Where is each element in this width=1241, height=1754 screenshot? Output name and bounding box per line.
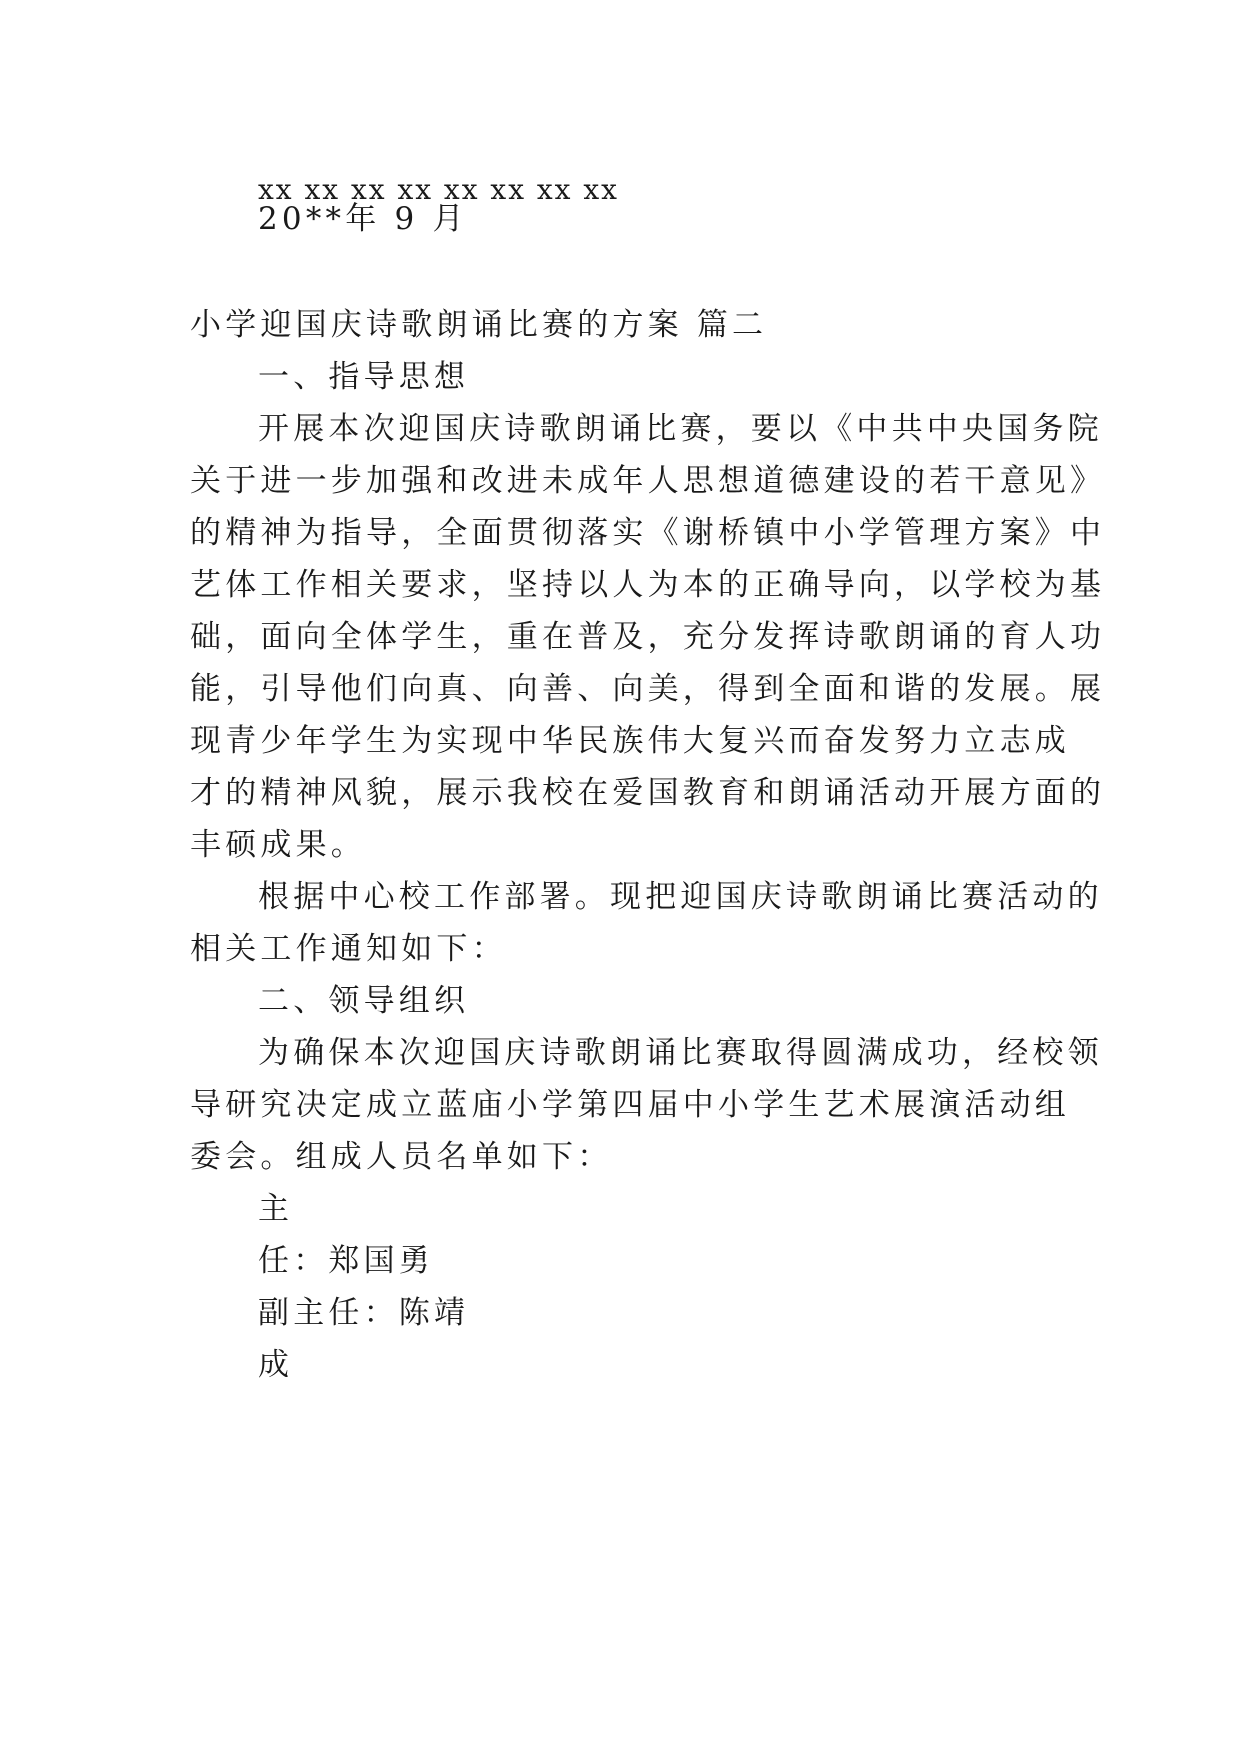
paragraph-line: 艺体工作相关要求，坚持以人为本的正确导向，以学校为基 xyxy=(190,567,1106,603)
member-line: 主 xyxy=(258,1191,294,1227)
member-line: 成 xyxy=(258,1347,294,1383)
heading-leadership: 二、领导组织 xyxy=(258,983,470,1019)
member-line: 任：郑国勇 xyxy=(258,1243,434,1279)
paragraph-line: 相关工作通知如下： xyxy=(190,931,507,967)
paragraph-line: 础，面向全体学生，重在普及，充分发挥诗歌朗诵的育人功 xyxy=(190,619,1106,655)
heading-guiding-ideology: 一、指导思想 xyxy=(258,359,470,395)
paragraph-line: 才的精神风貌，展示我校在爱国教育和朗诵活动开展方面的 xyxy=(190,775,1106,811)
paragraph-line: 为确保本次迎国庆诗歌朗诵比赛取得圆满成功，经校领 xyxy=(258,1035,1103,1071)
paragraph-line: 根据中心校工作部署。现把迎国庆诗歌朗诵比赛活动的 xyxy=(258,879,1103,915)
signature-line: xx xx xx xx xx xx xx xx xyxy=(258,173,619,206)
paragraph-line: 现青少年学生为实现中华民族伟大复兴而奋发努力立志成 xyxy=(190,723,1070,759)
paragraph-line: 委会。组成人员名单如下： xyxy=(190,1139,613,1175)
section-title: 小学迎国庆诗歌朗诵比赛的方案 篇二 xyxy=(190,307,768,343)
paragraph-line: 的精神为指导，全面贯彻落实《谢桥镇中小学管理方案》中 xyxy=(190,515,1106,551)
member-line: 副主任：陈靖 xyxy=(258,1295,470,1331)
paragraph-line: 开展本次迎国庆诗歌朗诵比赛，要以《中共中央国务院 xyxy=(258,411,1103,447)
paragraph-line: 能，引导他们向真、向善、向美，得到全面和谐的发展。展 xyxy=(190,671,1106,707)
paragraph-line: 丰硕成果。 xyxy=(190,827,366,863)
paragraph-line: 关于进一步加强和改进未成年人思想道德建设的若干意见》 xyxy=(190,463,1106,499)
date-line: 20**年 9 月 xyxy=(258,201,468,237)
paragraph-line: 导研究决定成立蓝庙小学第四届中小学生艺术展演活动组 xyxy=(190,1087,1070,1123)
